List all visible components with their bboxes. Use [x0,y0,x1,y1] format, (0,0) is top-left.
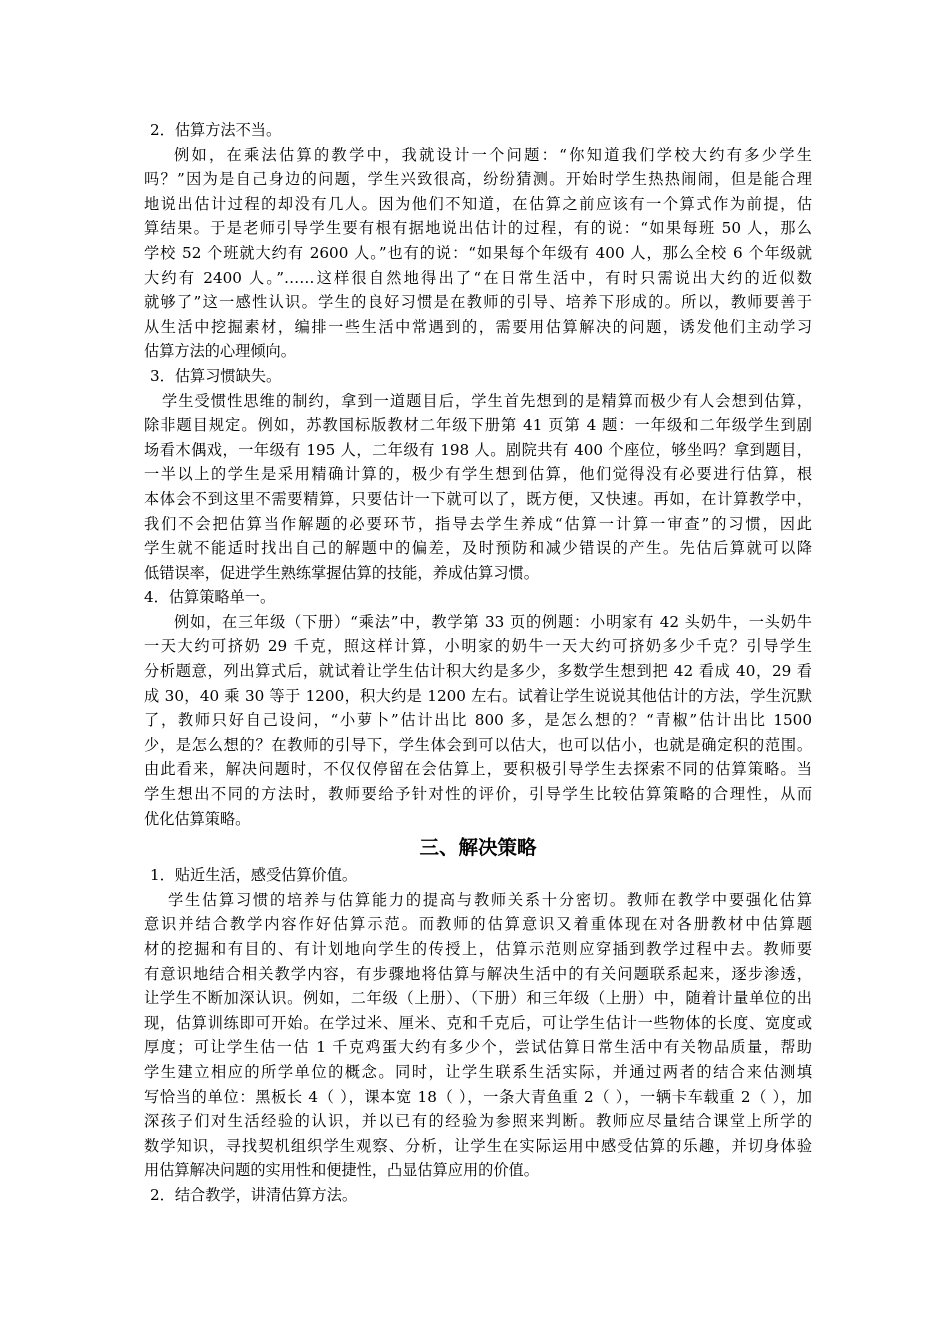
paragraph-line: 场看木偶戏，一年级有 195 人，二年级有 198 人。剧院共有 400 个座位，够坐吗？拿到题目， [144,440,812,459]
paragraph-line: 学校 52 个班就大约有 2600 人。”也有的说：“如果每个年级有 400 人，那么全校 6 个年级就 [144,243,812,262]
paragraph-line: 一半以上的学生是采用精确计算的，极少有学生想到估算，他们觉得没有必要进行估算，根 [144,465,812,484]
paragraph-line: 意识并结合教学内容作好估算示范。而教师的估算意识又着重体现在对各册教材中估算题 [144,915,812,934]
paragraph-line: 本体会不到这里不需要精算，只要估计一下就可以了，既方便，又快速。再如，在计算教学中， [144,489,812,508]
paragraph-line: 现，估算训练即可开始。在学过米、厘米、克和千克后，可让学生估计一些物体的长度、宽度或 [144,1013,812,1032]
paragraph-line: 学生受惯性思维的制约，拿到一道题目后，学生首先想到的是精算而极少有人会想到估算， [162,391,812,410]
paragraph-line: 写恰当的单位：黑板长 4（ ），课本宽 18（ ），一条大青鱼重 2（ ），一辆卡车载重 2（ ），加 [144,1087,812,1106]
paragraph-line: 低错误率，促进学生熟练掌握估算的技能，养成估算习惯。 [144,563,539,582]
paragraph-line: 学生想出不同的方法时，教师要给予针对性的评价，引导学生比较估算策略的合理性，从而 [144,785,812,804]
section-heading-3: 3．估算习惯缺失。 [150,366,282,385]
paragraph-line: 我们不会把估算当作解题的必要环节，指导去学生养成“估算一计算一审查”的习惯，因此 [144,514,812,533]
paragraph-line: 学生建立相应的所学单位的概念。同时，让学生联系生活实际，并通过两者的结合来估测填 [144,1062,812,1081]
paragraph-line: 算结果。于是老师引导学生要有根有据地说出估计的过程，有的说：“如果每班 50 人，那么 [144,219,812,238]
strategy-heading-2: 2．结合教学，讲清估算方法。 [150,1185,358,1204]
paragraph-line: 从生活中挖掘素材，编排一些生活中常遇到的，需要用估算解决的问题，诱发他们主动学习 [144,317,812,336]
paragraph-line: 让学生不断加深认识。例如，二年级（上册）、（下册）和三年级（上册）中，随着计量单位的出 [144,989,812,1008]
paragraph-line: 成 30，40 乘 30 等于 1200，积大约是 1200 左右。试着让学生说说其他估计的方法，学生沉默 [144,686,812,705]
paragraph-line: 吗？”因为是自己身边的问题，学生兴致很高，纷纷猜测。开始时学生热热闹闹，但是能合理 [144,170,812,189]
paragraph-line: 有意识地结合相关教学内容，有步骤地将估算与解决生活中的有关问题联系起来，逐步渗透， [144,964,812,983]
section-heading-4: 4．估算策略单一。 [144,588,276,607]
strategy-heading-1: 1．贴近生活，感受估算价值。 [150,866,358,885]
section-heading-2: 2．估算方法不当。 [150,121,282,139]
paragraph-line: 用估算解决问题的实用性和便捷性，凸显估算应用的价值。 [144,1161,539,1180]
paragraph-line: 一天大约可挤奶 29 千克，照这样计算，小明家的奶牛一天大约可挤奶多少千克？引导学生 [144,637,812,656]
paragraph-line: 学生估算习惯的培养与估算能力的提高与教师关系十分密切。教师在教学中要强化估算 [168,890,812,909]
paragraph-line: 深孩子们对生活经验的认识，并以已有的经验为参照来判断。教师应尽量结合课堂上所学的 [144,1112,812,1131]
paragraph-line: 学生就不能适时找出自己的解题中的偏差，及时预防和减少错误的产生。先估后算就可以降 [144,539,812,558]
part-title: 三、解决策略 [419,836,537,860]
paragraph-line: 优化估算策略。 [144,809,251,828]
paragraph-line: 了，教师只好自己设问，“小萝卜”估计出比 800 多，是怎么想的？“青椒”估计出比 1500 [144,711,812,730]
paragraph-line: 由此看来，解决问题时，不仅仅停留在会估算上，要积极引导学生去探索不同的估算策略。当 [144,760,812,779]
paragraph-line: 厚度；可让学生估一估 1 千克鸡蛋大约有多少个，尝试估算日常生活中有关物品质量，帮助 [144,1038,812,1057]
paragraph-line: 少，是怎么想的？在教师的引导下，学生体会到可以估大，也可以估小，也就是确定积的范围。 [144,735,812,754]
paragraph-line: 就够了”这一感性认识。学生的良好习惯是在教师的引导、培养下形成的。所以，教师要善于 [144,293,812,312]
paragraph-line: 例如，在三年级（下册）“乘法”中，教学第 33 页的例题：小明家有 42 头奶牛，一头奶牛 [174,612,812,631]
paragraph-line: 地说出估计过程的却没有几人。因为他们不知道，在估算之前应该有一个算式作为前提，估 [144,194,812,213]
paragraph-line: 材的挖掘和有目的、有计划地向学生的传授上，估算示范则应穿插到教学过程中去。教师要 [144,940,812,958]
paragraph-line: 数学知识，寻找契机组织学生观察、分析，让学生在实际运用中感受估算的乐趣，并切身体验 [144,1136,812,1155]
paragraph-line: 大约有 2400 人。”……这样很自然地得出了“在日常生活中，有时只需说出大约的近似数 [144,268,812,287]
paragraph-line: 分析题意，列出算式后，就试着让学生估计积大约是多少，多数学生想到把 42 看成 40，29 看 [144,662,812,681]
paragraph-line: 估算方法的心理倾向。 [144,342,296,361]
document-page [144,118,812,1208]
paragraph-line: 除非题目规定。例如，苏教国标版教材二年级下册第 41 页第 4 题：一年级和二年级学生到剧 [144,416,812,435]
paragraph-line: 例如，在乘法估算的教学中，我就设计一个问题：“你知道我们学校大约有多少学生 [174,145,812,164]
